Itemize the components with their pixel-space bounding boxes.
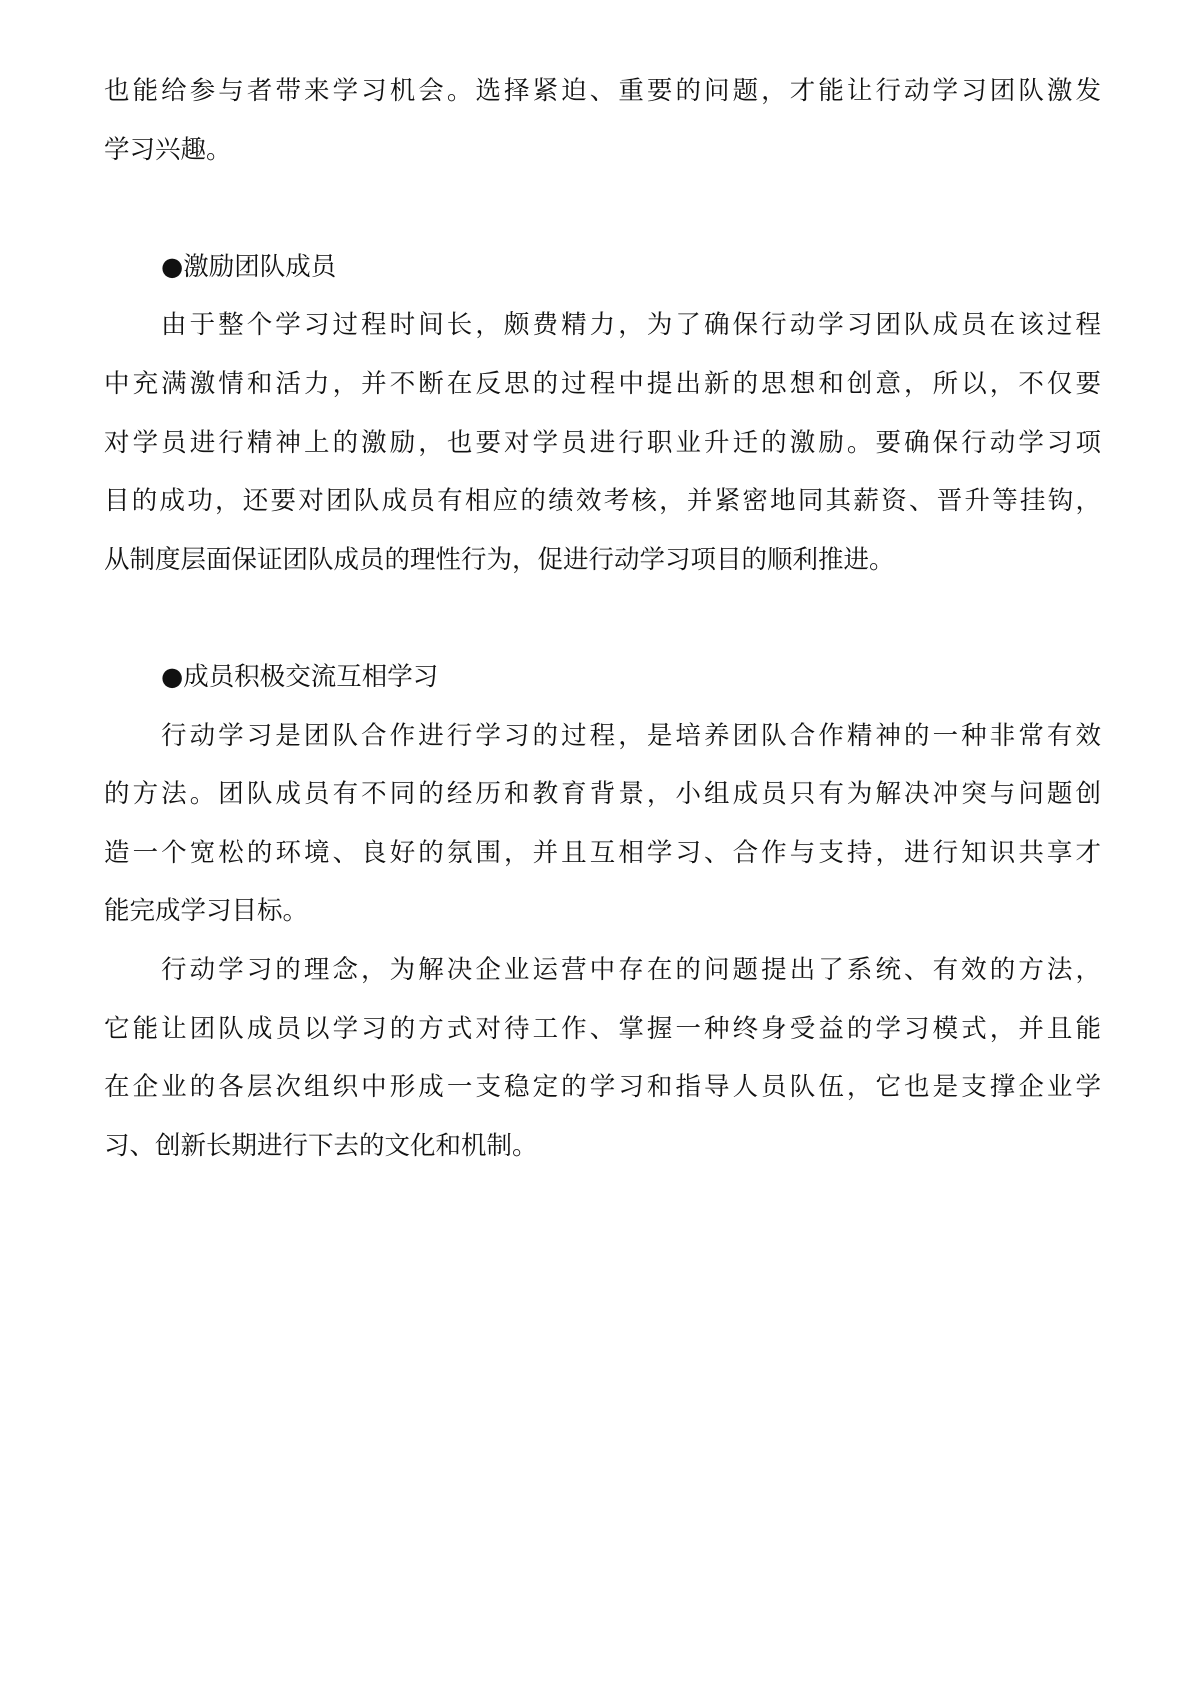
paragraph-spacer [104, 589, 1101, 648]
section-motivate [104, 238, 1101, 590]
text-line: 也能给参与者带来学习机会。选择紧迫、重要的问题，才能让行动学习团队激发 [104, 76, 1101, 106]
text-line: 的方法。团队成员有不同的经历和教育背景，小组成员只有为解决冲突与问题创 [104, 779, 1101, 810]
exchange-paragraph-1 [104, 707, 1101, 941]
text-line: 它能让团队成员以学习的方式对待工作、掌握一种终身受益的学习模式，并且能 [104, 1013, 1101, 1044]
text-line: 能完成学习目标。 [104, 896, 309, 927]
text-line: 中充满激情和活力，并不断在反思的过程中提出新的思想和创意，所以，不仅要 [104, 368, 1101, 399]
text-line: 学习兴趣。 [104, 134, 232, 165]
text-line: 对学员进行精神上的激励，也要对学员进行职业升迁的激励。要确保行动学习项 [104, 427, 1101, 458]
section-heading: ●激励团队成员 [161, 251, 337, 282]
text-line: 行动学习是团队合作进行学习的过程，是培养团队合作精神的一种非常有效 [161, 720, 1101, 751]
text-line: 行动学习的理念，为解决企业运营中存在的问题提出了系统、有效的方法， [161, 954, 1101, 985]
text-line: 从制度层面保证团队成员的理性行为，促进行动学习项目的顺利推进。 [104, 544, 895, 575]
text-line: 由于整个学习过程时间长，颇费精力，为了确保行动学习团队成员在该过程 [161, 310, 1101, 341]
text-line: 在企业的各层次组织中形成一支稳定的学习和指导人员队伍，它也是支撑企业学 [104, 1072, 1101, 1103]
section-heading: ●成员积极交流互相学习 [161, 661, 439, 692]
text-line: 目的成功，还要对团队成员有相应的绩效考核，并紧密地同其薪资、晋升等挂钩， [104, 486, 1101, 517]
intro-paragraph [104, 62, 1101, 179]
section-exchange [104, 648, 1101, 1175]
exchange-paragraph-2 [104, 941, 1101, 1175]
text-line: 造一个宽松的环境、良好的氛围，并且互相学习、合作与支持，进行知识共享才 [104, 837, 1101, 868]
paragraph-spacer [104, 179, 1101, 238]
text-line: 习、创新长期进行下去的文化和机制。 [104, 1130, 538, 1161]
